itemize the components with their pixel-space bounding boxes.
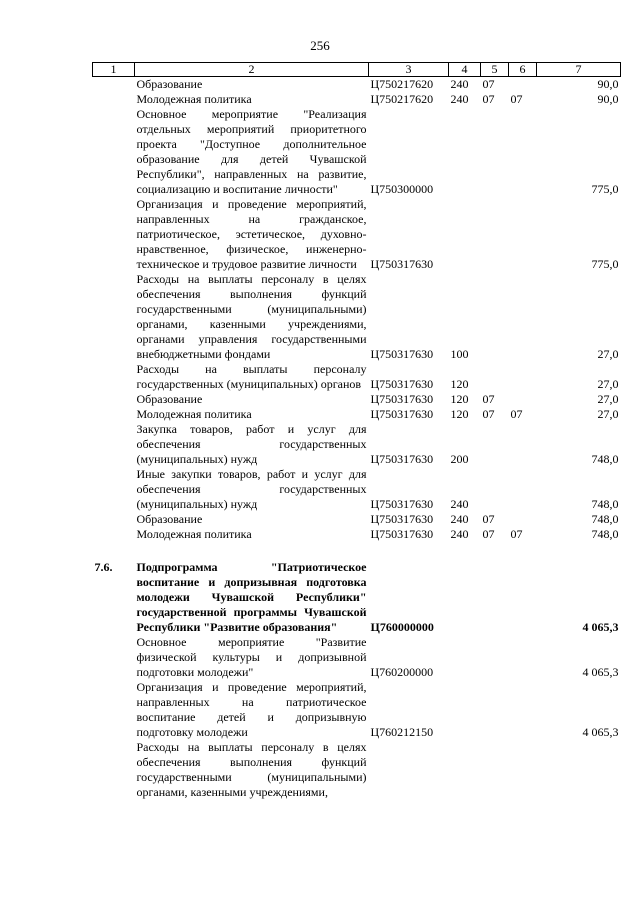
table-row (93, 392, 621, 407)
row-section (481, 740, 509, 800)
row-section: 07 (482, 92, 495, 106)
row-section (481, 467, 509, 512)
row-expense-type (449, 560, 481, 635)
spacer-row (93, 542, 621, 560)
table-row (93, 527, 621, 542)
row-section: 07 (482, 77, 495, 91)
table-row (93, 740, 621, 800)
table-row (93, 107, 621, 197)
table-row (93, 407, 621, 422)
table-row (93, 635, 621, 680)
row-subsection: 07 (510, 407, 523, 421)
row-section (481, 362, 509, 392)
row-amount: 748,0 (591, 512, 619, 526)
row-amount: 4 065,3 (582, 620, 619, 634)
row-expense-type: 100 (450, 347, 469, 361)
table-row (93, 467, 621, 512)
row-code (369, 740, 449, 800)
table-row (93, 197, 621, 272)
row-name: Расходы на выплаты персоналу в целях обеспечения выполнения функций государственными (муниципальными) органами, казенными учреждениями, органами управления государственными внебюджетными фондами (136, 272, 367, 361)
row-number (93, 680, 135, 740)
row-expense-type (449, 635, 481, 680)
row-expense-type: 240 (450, 77, 469, 91)
table-row (93, 77, 621, 93)
row-amount: 27,0 (597, 377, 619, 391)
row-number (93, 422, 135, 467)
table-row (93, 512, 621, 527)
row-name: Организация и проведение мероприятий, направленных на патриотическое воспитание детей и допризывную подготовку молодежи (136, 680, 367, 739)
row-name: Молодежная политика (136, 92, 252, 106)
row-expense-type (449, 740, 481, 800)
row-subsection (509, 512, 537, 527)
row-number (93, 635, 135, 680)
row-name: Молодежная политика (136, 527, 252, 541)
row-number: 7.6. (94, 560, 113, 574)
table-row (93, 560, 621, 635)
row-section (481, 560, 509, 635)
column-header-3: 3 (369, 63, 449, 77)
table-row (93, 272, 621, 362)
row-number (93, 527, 135, 542)
page-number: 256 (310, 38, 330, 53)
row-expense-type: 120 (450, 377, 469, 391)
row-name: Образование (136, 392, 203, 406)
row-expense-type: 120 (450, 407, 469, 421)
column-header-6: 6 (509, 63, 537, 77)
row-code: Ц750317630 (370, 392, 434, 406)
row-amount: 775,0 (591, 257, 619, 271)
row-code: Ц750300000 (370, 182, 434, 196)
row-subsection: 07 (510, 92, 523, 106)
row-name: Организация и проведение мероприятий, направленных на гражданское, патриотическое, эстетическое, духовно-нравственное, физическое, инженерно-техническое и трудовое развитие личности (136, 197, 367, 271)
row-subsection (509, 362, 537, 392)
row-section (481, 272, 509, 362)
row-number (93, 92, 135, 107)
row-name: Иные закупки товаров, работ и услуг для обеспечения государственных (муниципальных) нужд (136, 467, 367, 511)
row-code: Ц750317630 (370, 497, 434, 511)
row-section: 07 (482, 527, 495, 541)
table-row (93, 422, 621, 467)
column-header-4: 4 (449, 63, 481, 77)
row-code: Ц760212150 (370, 725, 434, 739)
row-section (481, 422, 509, 467)
column-header-1: 1 (93, 63, 135, 77)
row-amount: 4 065,3 (582, 665, 619, 679)
row-code: Ц750217620 (370, 77, 434, 91)
row-code: Ц750317630 (370, 257, 434, 271)
row-number (93, 107, 135, 197)
column-header-2: 2 (135, 63, 369, 77)
row-expense-type (449, 107, 481, 197)
row-name: Молодежная политика (136, 407, 252, 421)
row-amount: 90,0 (597, 92, 619, 106)
row-number (93, 512, 135, 527)
row-number (93, 77, 135, 93)
row-expense-type: 240 (450, 497, 469, 511)
row-amount: 4 065,3 (582, 725, 619, 739)
row-subsection (509, 560, 537, 635)
row-number (93, 467, 135, 512)
table-row (93, 92, 621, 107)
row-amount: 27,0 (597, 347, 619, 361)
row-name: Образование (136, 512, 203, 526)
row-name: Основное мероприятие "Развитие физической культуры и допризывной подготовки молодежи" (136, 635, 367, 679)
row-section: 07 (482, 407, 495, 421)
row-amount: 27,0 (597, 392, 619, 406)
row-number (93, 197, 135, 272)
table-row (93, 680, 621, 740)
row-expense-type: 120 (450, 392, 469, 406)
row-number (93, 272, 135, 362)
row-amount: 748,0 (591, 527, 619, 541)
row-amount: 27,0 (597, 407, 619, 421)
row-subsection (509, 77, 537, 93)
row-number (93, 407, 135, 422)
column-header-7: 7 (537, 63, 621, 77)
row-subsection: 07 (510, 527, 523, 541)
row-expense-type: 240 (450, 527, 469, 541)
row-expense-type: 200 (450, 452, 469, 466)
row-code: Ц750217620 (370, 92, 434, 106)
row-code: Ц750317630 (370, 407, 434, 421)
row-subsection (509, 107, 537, 197)
row-section: 07 (482, 392, 495, 406)
row-subsection (509, 740, 537, 800)
row-section (481, 635, 509, 680)
row-number (93, 362, 135, 392)
table-row (93, 362, 621, 392)
row-subsection (509, 635, 537, 680)
row-subsection (509, 392, 537, 407)
column-header-5: 5 (481, 63, 509, 77)
row-subsection (509, 272, 537, 362)
row-expense-type: 240 (450, 92, 469, 106)
row-amount: 775,0 (591, 182, 619, 196)
row-section (481, 197, 509, 272)
row-number (93, 392, 135, 407)
row-expense-type (449, 197, 481, 272)
row-section (481, 107, 509, 197)
row-code: Ц760200000 (370, 665, 434, 679)
row-expense-type: 240 (450, 512, 469, 526)
row-amount: 90,0 (597, 77, 619, 91)
row-subsection (509, 467, 537, 512)
table-header-row (93, 63, 621, 77)
row-number (93, 740, 135, 800)
row-subsection (509, 197, 537, 272)
row-amount (537, 740, 621, 800)
row-name: Расходы на выплаты персоналу в целях обеспечения выполнения функций государственными (муниципальными) органами, казенными учреждениями, (136, 740, 367, 799)
row-name: Образование (136, 77, 203, 91)
row-subsection (509, 680, 537, 740)
row-amount: 748,0 (591, 452, 619, 466)
row-section: 07 (482, 512, 495, 526)
row-code: Ц760000000 (370, 620, 434, 634)
row-name: Подпрограмма "Патриотическое воспитание и допризывная подготовка молодежи Чувашской Республики" государственной программы Чувашской Республики "Развитие образования" (136, 560, 367, 634)
row-amount: 748,0 (591, 497, 619, 511)
row-subsection (509, 422, 537, 467)
row-name: Закупка товаров, работ и услуг для обеспечения государственных (муниципальных) нужд (136, 422, 367, 466)
row-code: Ц750317630 (370, 527, 434, 541)
row-code: Ц750317630 (370, 347, 434, 361)
row-section (481, 680, 509, 740)
row-code: Ц750317630 (370, 452, 434, 466)
row-expense-type (449, 680, 481, 740)
row-code: Ц750317630 (370, 512, 434, 526)
budget-table (92, 62, 621, 800)
row-code: Ц750317630 (370, 377, 434, 391)
row-name: Основное мероприятие "Реализация отдельных мероприятий приоритетного проекта "Доступное дополнительное образование для детей Чувашской Республики", направленных на развитие, социализацию и воспитание личности" (136, 107, 367, 196)
row-name: Расходы на выплаты персоналу государственных (муниципальных) органов (136, 362, 367, 391)
